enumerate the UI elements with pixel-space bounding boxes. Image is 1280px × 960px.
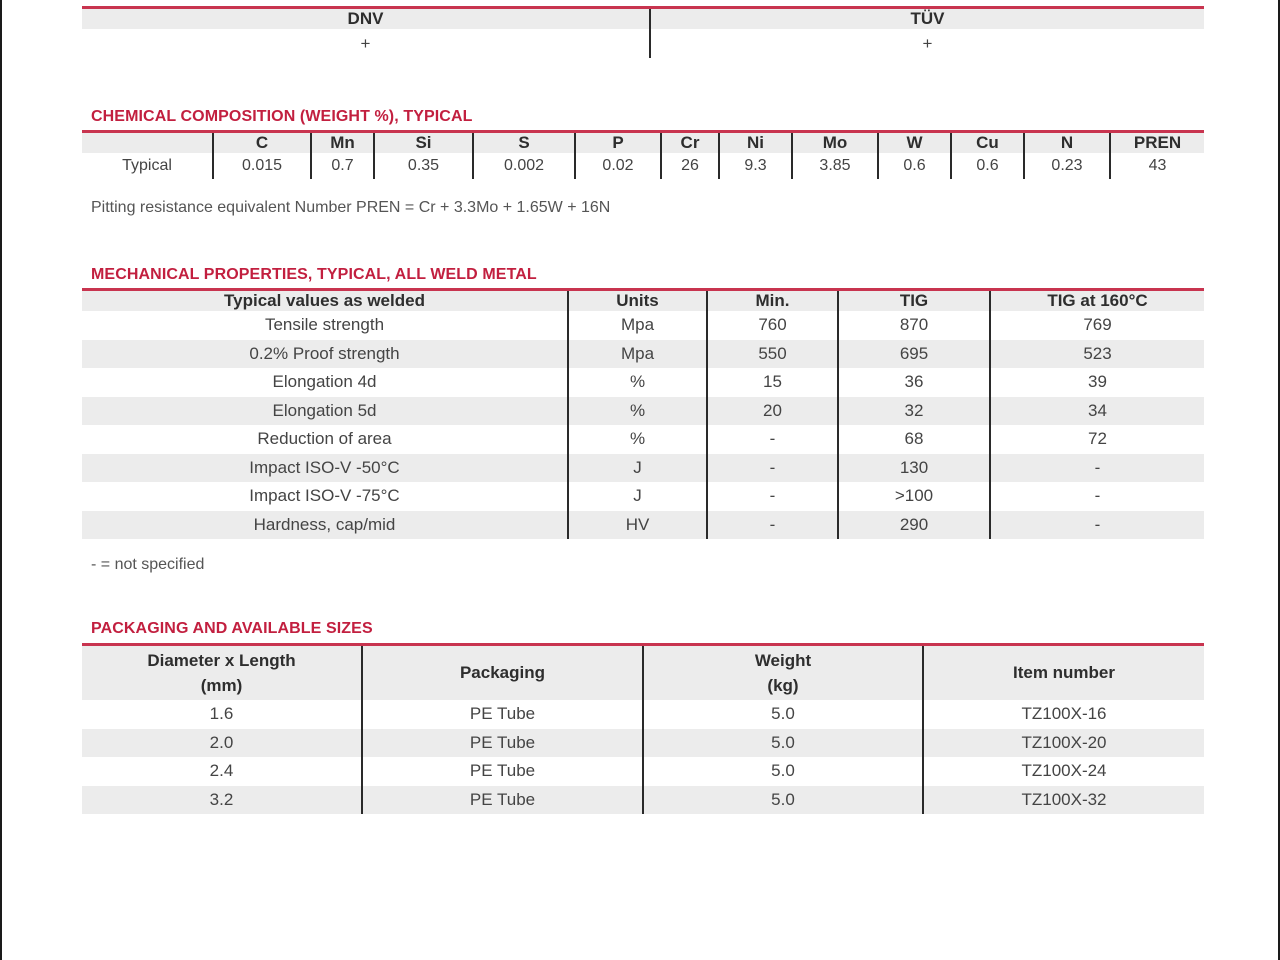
mechanical-row-cell: -	[990, 482, 1204, 511]
chem-value-p: 0.02	[575, 153, 661, 179]
mechanical-row-cell: 769	[990, 311, 1204, 340]
packaging-row-cell: TZ100X-20	[923, 729, 1204, 758]
mechanical-row-cell: 15	[707, 368, 838, 397]
chem-value-pren: 43	[1110, 153, 1204, 179]
mechanical-row-cell: %	[568, 425, 707, 454]
mechanical-row-cell: 20	[707, 397, 838, 426]
chem-header-s: S	[473, 132, 575, 154]
mechanical-table	[82, 288, 1204, 539]
packaging-row-cell: 5.0	[643, 757, 923, 786]
mechanical-row-cell: 0.2% Proof strength	[249, 343, 400, 363]
packaging-row-cell: PE Tube	[362, 700, 643, 729]
mechanical-row	[82, 454, 1204, 483]
mechanical-row-cell: Mpa	[568, 340, 707, 369]
mechanical-row-cell: %	[568, 368, 707, 397]
pack-header-weight-line1: Weight	[754, 651, 812, 670]
mechanical-section-title: MECHANICAL PROPERTIES, TYPICAL, ALL WELD METAL	[91, 266, 537, 283]
mech-header-units: Units	[568, 290, 707, 312]
mechanical-row-cell: 39	[990, 368, 1204, 397]
chem-header-si: Si	[374, 132, 473, 154]
packaging-row-cell: TZ100X-32	[923, 786, 1204, 815]
packaging-row-cell: PE Tube	[362, 729, 643, 758]
mechanical-row	[82, 397, 1204, 426]
mech-header-tig: TIG	[838, 290, 990, 312]
chem-value-si: 0.35	[374, 153, 473, 179]
pack-header-item-number: Item number	[923, 645, 1204, 701]
mechanical-row	[82, 425, 1204, 454]
mechanical-row-cell: -	[707, 425, 838, 454]
mechanical-row-cell: 760	[707, 311, 838, 340]
chem-value-cu: 0.6	[951, 153, 1024, 179]
packaging-section-title: PACKAGING AND AVAILABLE SIZES	[91, 620, 373, 637]
chem-header-pren: PREN	[1110, 132, 1204, 154]
mechanical-row-cell: Tensile strength	[264, 315, 385, 335]
mechanical-row	[82, 482, 1204, 511]
mechanical-row-cell: Impact ISO-V -50°C	[249, 457, 400, 477]
chemical-table	[82, 130, 1204, 179]
approval-value-tuv: +	[650, 29, 1204, 58]
chem-value-w: 0.6	[878, 153, 951, 179]
packaging-row-cell: 1.6	[209, 704, 234, 724]
mechanical-row-cell: Impact ISO-V -75°C	[249, 486, 400, 506]
pren-note: Pitting resistance equivalent Number PREN = Cr + 3.3Mo + 1.65W + 16N	[91, 199, 611, 216]
chem-row-label: Typical	[122, 157, 172, 174]
approvals-table	[82, 6, 1204, 58]
mechanical-row-cell: 550	[707, 340, 838, 369]
packaging-table	[82, 643, 1204, 814]
packaging-row-cell: 5.0	[643, 729, 923, 758]
mechanical-row-cell: >100	[838, 482, 990, 511]
packaging-row	[82, 757, 1204, 786]
packaging-row-cell: 2.4	[209, 761, 234, 781]
packaging-row	[82, 786, 1204, 815]
mechanical-row-cell: Elongation 4d	[272, 372, 377, 392]
mechanical-row-cell: 870	[838, 311, 990, 340]
mech-header-property: Typical values as welded	[224, 291, 425, 310]
mechanical-row-cell: J	[568, 482, 707, 511]
mechanical-table-body	[82, 311, 1204, 539]
mech-header-tig-160: TIG at 160°C	[990, 290, 1204, 312]
mechanical-row-cell: 34	[990, 397, 1204, 426]
mech-header-min: Min.	[707, 290, 838, 312]
mechanical-row-cell: HV	[568, 511, 707, 540]
mechanical-row	[82, 368, 1204, 397]
chem-header-mn: Mn	[311, 132, 374, 154]
chem-value-c: 0.015	[213, 153, 311, 179]
chem-header-cr: Cr	[661, 132, 719, 154]
packaging-row-cell: TZ100X-24	[923, 757, 1204, 786]
mechanical-row-cell: 523	[990, 340, 1204, 369]
mechanical-row-cell: 695	[838, 340, 990, 369]
approval-header-dnv: DNV	[347, 9, 384, 28]
mechanical-row	[82, 511, 1204, 540]
chem-header-c: C	[213, 132, 311, 154]
chemical-section-title: CHEMICAL COMPOSITION (WEIGHT %), TYPICAL	[91, 108, 473, 125]
packaging-row-cell: 3.2	[209, 789, 234, 809]
packaging-row-cell: PE Tube	[362, 757, 643, 786]
chem-header-p: P	[575, 132, 661, 154]
packaging-row-cell: 5.0	[643, 786, 923, 815]
mechanical-row-cell: -	[990, 511, 1204, 540]
mechanical-row-cell: J	[568, 454, 707, 483]
chem-value-mn: 0.7	[311, 153, 374, 179]
chem-value-cr: 26	[661, 153, 719, 179]
approval-value-dnv: +	[360, 33, 371, 53]
mechanical-row-cell: -	[707, 454, 838, 483]
mechanical-row-cell: -	[990, 454, 1204, 483]
mechanical-row-cell: %	[568, 397, 707, 426]
mechanical-row-cell: Reduction of area	[257, 429, 392, 449]
pack-header-diameter	[82, 645, 362, 701]
pack-header-diameter-line2: (mm)	[200, 676, 243, 695]
mechanical-row-cell: 68	[838, 425, 990, 454]
chem-value-ni: 9.3	[719, 153, 792, 179]
chem-value-n: 0.23	[1024, 153, 1110, 179]
packaging-row-cell: TZ100X-16	[923, 700, 1204, 729]
pack-header-weight-line2: (kg)	[767, 676, 799, 695]
chem-value-mo: 3.85	[792, 153, 878, 179]
mechanical-row-cell: Elongation 5d	[272, 400, 377, 420]
packaging-table-body	[82, 700, 1204, 814]
mechanical-row-cell: 290	[838, 511, 990, 540]
chem-header-ni: Ni	[719, 132, 792, 154]
packaging-row	[82, 729, 1204, 758]
not-specified-note: - = not specified	[91, 556, 205, 573]
pack-header-weight	[643, 645, 923, 701]
chem-header-w: W	[878, 132, 951, 154]
chem-header-mo: Mo	[792, 132, 878, 154]
mechanical-row	[82, 311, 1204, 340]
mechanical-row-cell: 130	[838, 454, 990, 483]
mechanical-row-cell: -	[707, 482, 838, 511]
chem-header-cu: Cu	[951, 132, 1024, 154]
chem-value-s: 0.002	[473, 153, 575, 179]
mechanical-row-cell: -	[707, 511, 838, 540]
approval-header-tuv: TÜV	[650, 8, 1204, 30]
mechanical-row-cell: 32	[838, 397, 990, 426]
packaging-row	[82, 700, 1204, 729]
packaging-row-cell: 2.0	[209, 732, 234, 752]
packaging-row-cell: 5.0	[643, 700, 923, 729]
mechanical-row-cell: 72	[990, 425, 1204, 454]
mechanical-row	[82, 340, 1204, 369]
pack-header-packaging: Packaging	[362, 645, 643, 701]
chem-header-n: N	[1024, 132, 1110, 154]
mechanical-row-cell: Mpa	[568, 311, 707, 340]
mechanical-row-cell: Hardness, cap/mid	[253, 514, 396, 534]
mechanical-row-cell: 36	[838, 368, 990, 397]
pack-header-diameter-line1: Diameter x Length	[147, 651, 296, 670]
chem-header-blank	[82, 132, 213, 154]
packaging-row-cell: PE Tube	[362, 786, 643, 815]
